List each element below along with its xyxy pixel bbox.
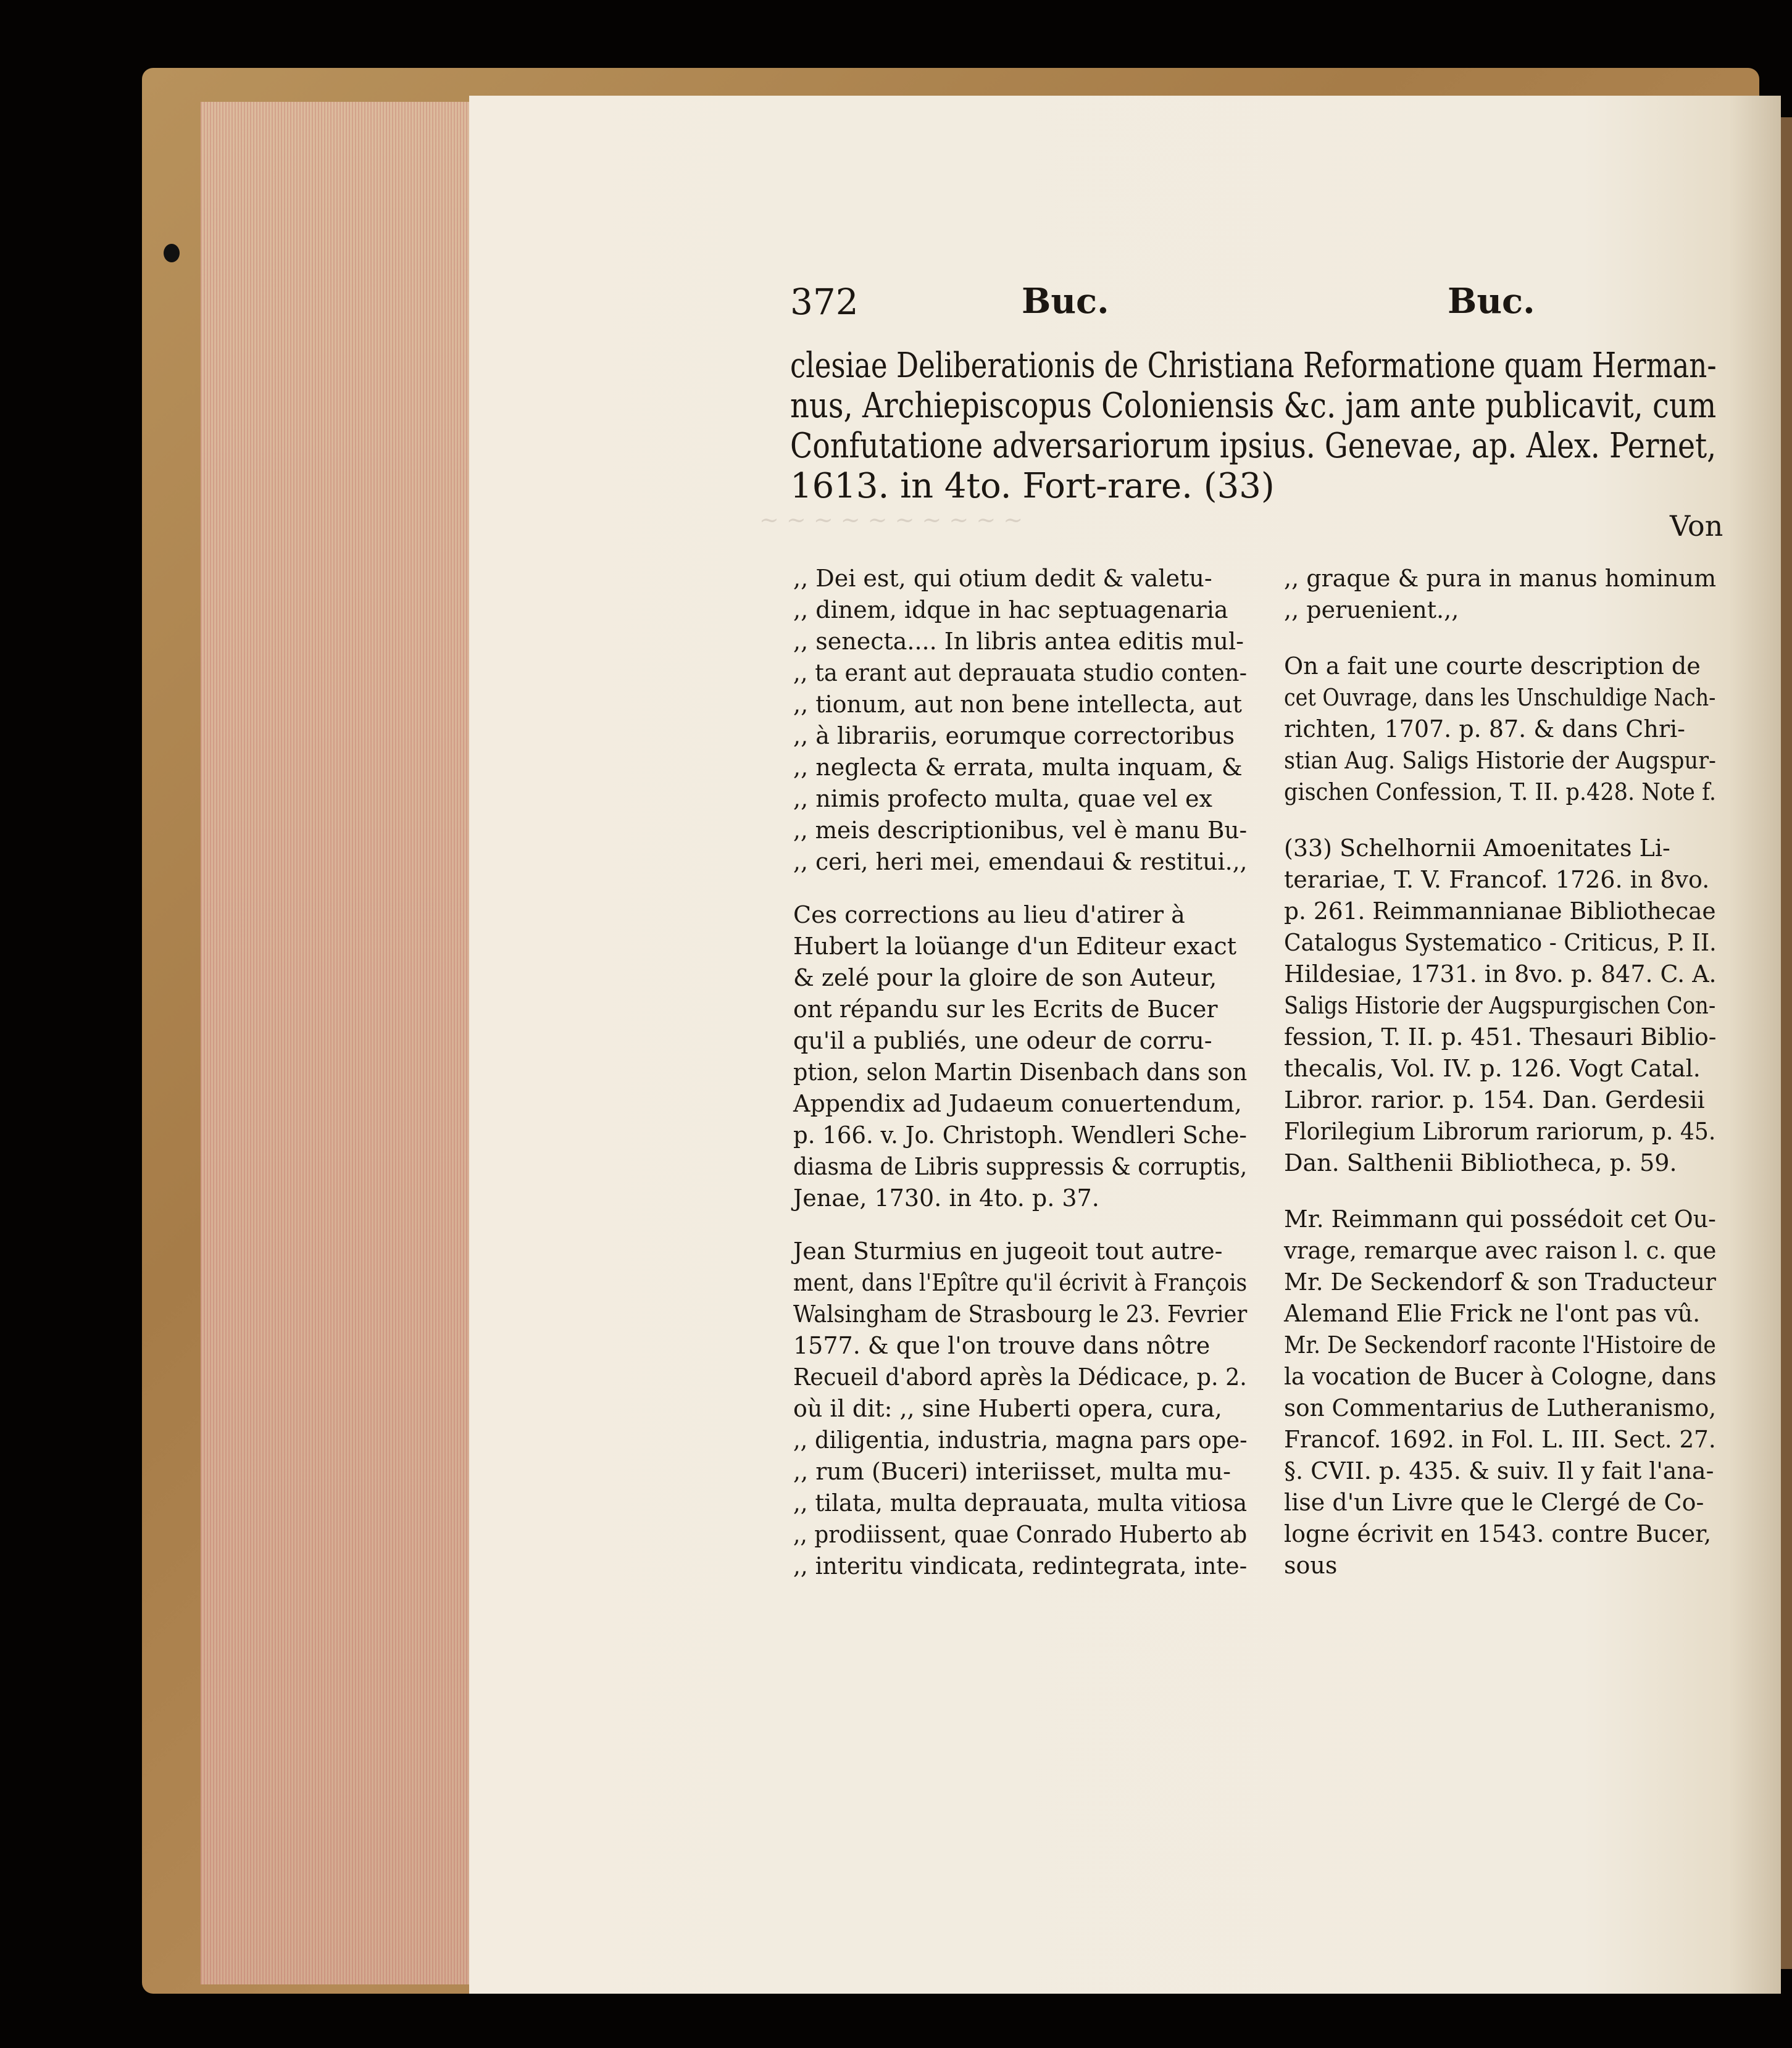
right-column-line: fession, T. II. p. 451. Thesauri Biblio- [1284, 1023, 1717, 1051]
right-column-line: Mr. Reimmann qui possédoit cet Ou- [1284, 1205, 1716, 1233]
left-column-line: ,, neglecta & errata, multa inquam, & [793, 754, 1243, 781]
left-column-line: ,, prodiissent, quae Conrado Huberto ab [793, 1521, 1248, 1548]
page-number: 372 [790, 281, 859, 323]
right-column-line: Alemand Elie Frick ne l'ont pas vû. [1284, 1300, 1701, 1327]
right-column-line: Florilegium Librorum rariorum, p. 45. [1284, 1118, 1716, 1145]
left-column-line: ,, tionum, aut non bene intellecta, aut [793, 691, 1242, 718]
right-column-line: la vocation de Bucer à Cologne, dans [1284, 1363, 1717, 1390]
right-column-line: ,, graque & pura in manus hominum [1284, 565, 1717, 592]
left-column-line: p. 166. v. Jo. Christoph. Wendleri Sche- [793, 1122, 1247, 1149]
right-column-line: Libror. rarior. p. 154. Dan. Gerdesii [1284, 1086, 1705, 1113]
left-column-line: Jean Sturmius en jugeoit tout autre- [793, 1238, 1223, 1265]
left-column-line: ,, rum (Buceri) interiisset, multa mu- [793, 1458, 1231, 1485]
right-column-line: Saligs Historie der Augspurgischen Con- [1284, 992, 1716, 1019]
left-column-line: ,, tilata, multa deprauata, multa vitiosa [793, 1489, 1248, 1517]
right-column-line: Hildesiae, 1731. in 8vo. p. 847. C. A. [1284, 960, 1717, 988]
right-column-line: On a fait une courte description de [1284, 652, 1701, 680]
left-column-line: Appendix ad Judaeum conuertendum, [793, 1090, 1242, 1117]
left-column-line: ,, dinem, idque in hac septuagenaria [793, 596, 1228, 623]
right-column-line: Francof. 1692. in Fol. L. III. Sect. 27. [1284, 1426, 1716, 1453]
right-column-line: gischen Confession, T. II. p.428. Note f. [1284, 778, 1716, 805]
right-column-line: Dan. Salthenii Bibliotheca, p. 59. [1284, 1149, 1677, 1176]
top-line-3: Confutatione adversariorum ipsius. Genevae, ap. Alex. Pernet, [790, 426, 1717, 466]
left-column-line: ,, senecta.... In libris antea editis mul- [793, 628, 1244, 655]
left-column-line: ,, ceri, heri mei, emendaui & restitui.,, [793, 848, 1248, 875]
left-column-line: Jenae, 1730. in 4to. p. 37. [793, 1184, 1099, 1212]
left-column-line: ont répandu sur les Ecrits de Bucer [793, 996, 1218, 1023]
right-column-line: cet Ouvrage, dans les Unschuldige Nach- [1284, 684, 1716, 711]
right-column-line: terariae, T. V. Francof. 1726. in 8vo. [1284, 866, 1710, 893]
right-column-line: sous [1284, 1552, 1338, 1579]
left-column-line: ment, dans l'Epître qu'il écrivit à François [793, 1269, 1248, 1296]
right-column-line: son Commentarius de Lutheranismo, [1284, 1394, 1717, 1422]
right-column-line: lise d'un Livre que le Clergé de Co- [1284, 1489, 1704, 1516]
left-column-line: & zelé pour la gloire de son Auteur, [793, 964, 1217, 991]
left-column-line: ,, diligentia, industria, magna pars ope- [793, 1426, 1248, 1454]
left-column-line: Ces corrections au lieu d'atirer à [793, 901, 1185, 928]
left-column-line: où il dit: ,, sine Huberti opera, cura, [793, 1395, 1222, 1422]
show-through: ~ ~ ~ ~ ~ ~ ~ ~ ~ ~ [759, 506, 1023, 533]
left-column-line: ,, à librariis, eorumque correctoribus [793, 722, 1235, 749]
binding-hole [164, 244, 180, 262]
top-line-4: 1613. in 4to. Fort-rare. (33) [790, 466, 1275, 506]
right-column-line: (33) Schelhornii Amoenitates Li- [1284, 835, 1670, 862]
right-column-line: Mr. De Seckendorf & son Traducteur [1284, 1268, 1716, 1296]
right-column-line: ,, peruenient.,, [1284, 596, 1459, 623]
right-column-line: Catalogus Systematico - Criticus, P. II. [1284, 929, 1717, 956]
catchword: Von [1670, 509, 1723, 543]
left-column-line: ption, selon Martin Disenbach dans son [793, 1059, 1248, 1086]
top-line-2: nus, Archiepiscopus Coloniensis &c. jam ante publicavit, cum [790, 386, 1717, 426]
left-column-line: 1577. & que l'on trouve dans nôtre [793, 1332, 1211, 1359]
left-column-line: ,, ta erant aut deprauata studio conten- [793, 659, 1248, 686]
left-column-line: ,, Dei est, qui otium dedit & valetu- [793, 565, 1212, 592]
left-column-line: ,, nimis profecto multa, quae vel ex [793, 785, 1212, 812]
left-column-line: Hubert la loüange d'un Editeur exact [793, 933, 1236, 960]
right-column-line: stian Aug. Saligs Historie der Augspur- [1284, 747, 1716, 774]
right-column-line: p. 261. Reimmannianae Bibliothecae [1284, 897, 1716, 925]
running-head-left: Buc. [1022, 281, 1109, 322]
left-column-line: ,, meis descriptionibus, vel è manu Bu- [793, 817, 1248, 844]
right-column-line: logne écrivit en 1543. contre Bucer, [1284, 1520, 1712, 1547]
right-column-line: Mr. De Seckendorf raconte l'Histoire de [1284, 1331, 1716, 1359]
running-head-right: Buc. [1448, 281, 1535, 322]
page-block-edge [201, 102, 469, 1984]
left-column-line: qu'il a publiés, une odeur de corru- [793, 1027, 1212, 1054]
right-column-line: richten, 1707. p. 87. & dans Chri- [1284, 715, 1685, 743]
right-column-line: thecalis, Vol. IV. p. 126. Vogt Catal. [1284, 1055, 1701, 1082]
left-column-line: Recueil d'abord après la Dédicace, p. 2. [793, 1363, 1247, 1391]
left-column-line: diasma de Libris suppressis & corruptis, [793, 1153, 1248, 1180]
top-line-1: clesiae Deliberationis de Christiana Reformatione quam Herman- [790, 346, 1717, 386]
left-column-line: ,, interitu vindicata, redintegrata, inte- [793, 1552, 1248, 1580]
left-column-line: Walsingham de Strasbourg le 23. Fevrier [793, 1301, 1248, 1328]
right-column-line: §. CVII. p. 435. & suiv. Il y fait l'ana- [1284, 1457, 1714, 1484]
right-column-line: vrage, remarque avec raison l. c. que [1284, 1237, 1717, 1264]
